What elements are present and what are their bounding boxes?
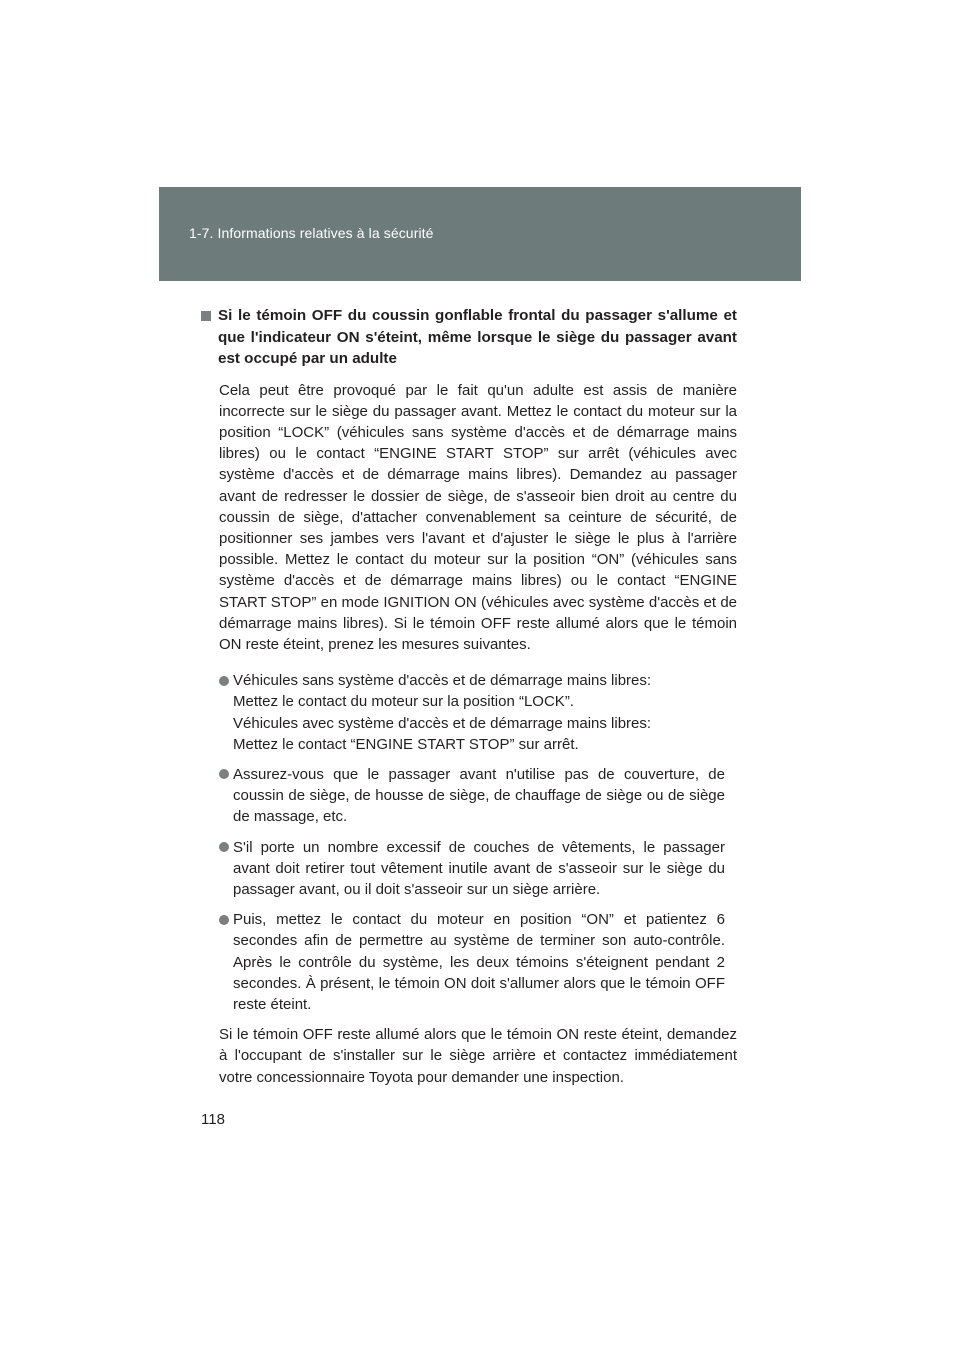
list-item <box>219 670 737 755</box>
closing-paragraph: Si le témoin OFF reste allumé alors que le témoin ON reste éteint, demandez à l'occupant de s'installer sur le siège arrière et contactez immédiatement votre concessionnaire Toyota pour demander une inspection. <box>219 1026 737 1086</box>
list-item-line: Mettez le contact du moteur sur la position “LOCK”. <box>233 693 574 711</box>
topic-heading <box>201 305 737 370</box>
list-item <box>219 909 737 1015</box>
list-item-text: Assurez-vous que le passager avant n'utilise pas de couverture, de coussin de siège, de housse de siège, de chauffage de siège ou de siège de massage, etc. <box>233 765 725 826</box>
list-item-line: Mettez le contact “ENGINE START STOP” sur arrêt. <box>233 735 579 753</box>
list-item-line: Véhicules sans système d'accès et de démarrage mains libres: <box>233 672 652 690</box>
page-number: 118 <box>201 1111 225 1128</box>
intro-paragraph: Cela peut être provoqué par le fait qu'un adulte est assis de manière incorrecte sur le siège du passager avant. Mettez le contact du moteur sur la position “LOCK” (véhicules sans système d'accès et de démarrage mains libres) ou le contact “ENGINE START STOP” sur arrêt (véhicules avec système d'accès et de démarrage mains libres). Demandez au passager avant de redresser le dossier de siège, de s'asseoir bien droit au centre du coussin de siège, d'attacher convenablement sa ceinture de sécurité, de positionner ses jambes vers l'avant et d'ajuster le siège le plus à l'arrière possible. Mettez le contact du moteur sur la position “ON” (véhicules sans système d'accès et de démarrage mains libres) ou le contact “ENGINE START STOP” en mode IGNITION ON (véhicules avec système d'accès et de démarrage mains libres). Si le témoin OFF reste allumé alors que le témoin ON reste éteint, prenez les mesures suivantes. <box>219 381 737 653</box>
square-bullet-icon <box>201 311 211 321</box>
round-bullet-icon <box>219 842 229 852</box>
round-bullet-icon <box>219 769 229 779</box>
list-item <box>219 837 737 901</box>
round-bullet-icon <box>219 915 229 925</box>
section-header-band <box>159 187 801 281</box>
topic-heading-text: Si le témoin OFF du coussin gonflable frontal du passager s'allume et que l'indicateur ON s'éteint, même lorsque le siège du passager avant est occupé par un adulte <box>218 307 737 367</box>
list-item-text <box>233 670 737 755</box>
bullet-list <box>219 670 737 1015</box>
page-content <box>201 305 737 1103</box>
list-item-text: Puis, mettez le contact du moteur en position “ON” et patientez 6 secondes afin de permettre au système de terminer son auto-contrôle. Après le contrôle du système, les deux témoins s'éteignent pendant 2 secondes. À présent, le témoin ON doit s'allumer alors que le témoin OFF reste éteint. <box>233 911 725 1013</box>
list-item <box>219 764 737 828</box>
section-label: 1-7. Informations relatives à la sécurité <box>189 225 434 241</box>
list-item-text: S'il porte un nombre excessif de couches de vêtements, le passager avant doit retirer tout vêtement inutile avant de s'asseoir sur le siège du passager avant, ou il doit s'asseoir sur un siège arrière. <box>233 838 725 898</box>
round-bullet-icon <box>219 676 229 686</box>
list-item-line: Véhicules avec système d'accès et de démarrage mains libres: <box>233 714 652 732</box>
